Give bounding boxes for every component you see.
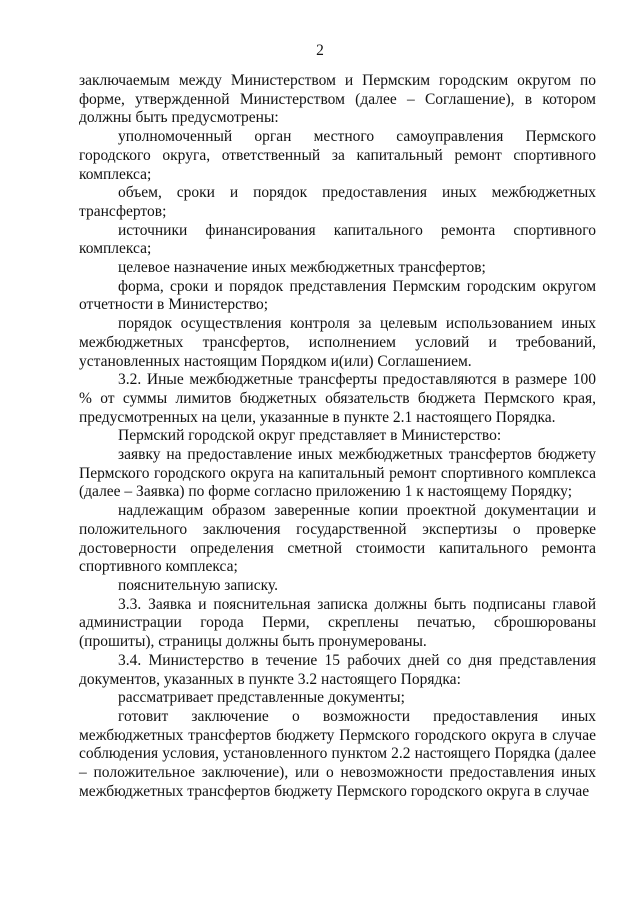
paragraph: 3.4. Министерство в течение 15 рабочих дней со дня представления документов, указанных в пункте 3.2 настоящего Порядка: bbox=[79, 651, 596, 688]
paragraph: 3.3. Заявка и пояснительная записка должны быть подписаны главой администрации города Перми, скреплены печатью, сброшюрованы (прошиты), страницы должны быть пронумерованы. bbox=[79, 595, 596, 651]
page-number: 2 bbox=[316, 42, 324, 59]
paragraph: уполномоченный орган местного самоуправления Пермского городского округа, ответственный за капитальный ремонт спортивного комплекса; bbox=[79, 128, 596, 183]
paragraph: пояснительную записку. bbox=[118, 576, 278, 594]
paragraph: рассматривает представленные документы; bbox=[118, 689, 405, 707]
paragraph: источники финансирования капитального ремонта спортивного комплекса; bbox=[79, 221, 596, 258]
paragraph: готовит заключение о возможности предоставления иных межбюджетных трансфертов бюджету Пермского городского округа в случае соблюдения условия, установленного пунктом 2.2 настоящего Порядка (далее – положительное заключение), или о невозможности предоставления иных межбюджетных трансфертов бюджету Пермского городского округа в случае bbox=[79, 707, 596, 800]
paragraph: заключаемым между Министерством и Пермским городским округом по форме, утвержденной Министерством (далее – Соглашение), в котором должны быть предусмотрены: bbox=[79, 72, 596, 127]
paragraph: заявку на предоставление иных межбюджетных трансфертов бюджету Пермского городского округа на капитальный ремонт спортивного комплекса (далее – Заявка) по форме согласно приложению 1 к настоящему Порядку; bbox=[79, 446, 596, 501]
paragraph: Пермский городской округ представляет в Министерство: bbox=[118, 427, 502, 445]
paragraph: целевое назначение иных межбюджетных трансфертов; bbox=[118, 259, 486, 277]
paragraph: порядок осуществления контроля за целевым использованием иных межбюджетных трансфертов, исполнением условий и требований, установленных настоящим Порядком и(или) Соглашением. bbox=[79, 315, 596, 370]
document-body bbox=[79, 72, 596, 801]
paragraph: надлежащим образом заверенные копии проектной документации и положительного заключения государственной экспертизы о проверке достоверности определения сметной стоимости капитального ремонта спортивного комплекса; bbox=[79, 502, 596, 576]
paragraph: объем, сроки и порядок предоставления иных межбюджетных трансфертов; bbox=[79, 184, 596, 220]
paragraph: 3.2. Иные межбюджетные трансферты предоставляются в размере 100 % от суммы лимитов бюджетных обязательств бюджета Пермского края, предусмотренных на цели, указанные в пункте 2.1 настоящего Порядка. bbox=[79, 371, 596, 426]
paragraph: форма, сроки и порядок представления Пермским городским округом отчетности в Министерство; bbox=[79, 277, 596, 314]
